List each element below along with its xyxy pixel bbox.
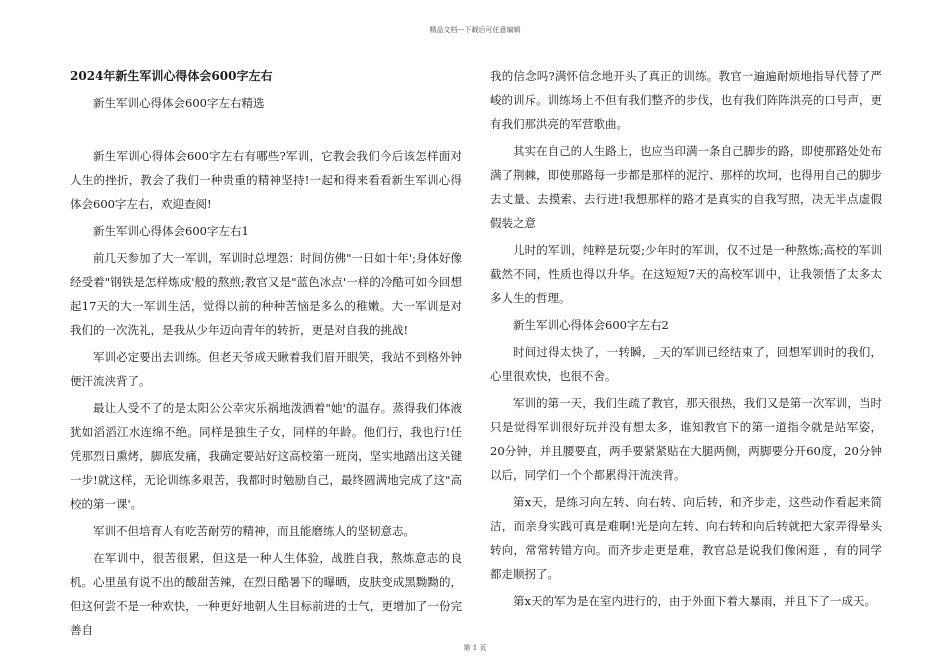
paragraph: 第x天的军为是在室内进行的，由于外面下着大暴雨，并且下了一成天。 <box>513 594 876 608</box>
page-footer: 第 1 页 <box>463 644 487 652</box>
page-header: 精品文档---下载后可任意编辑 <box>429 26 521 34</box>
paragraph: 儿时的军训，纯粹是玩耍;少年时的军训，仅不过是一种熬炼;高校的军训截然不同，性质也得以升华。在这短短7天的高校军训中，让我领悟了太多太多人生的哲理。 <box>490 243 882 305</box>
paragraph: 新生军训心得体会600字左右有哪些?军训，它教会我们今后该怎样面对人生的挫折，教会了我们一种贵重的精神坚持!一起和得来看看新生军训心得体会600字左右，欢迎查阅! <box>70 149 462 211</box>
paragraph: 在军训中，很苦很累，但这是一种人生体验，战胜自我，熬炼意志的良机。心里虽有说不出的酸甜苦辣，在烈日酷暑下的曝晒，皮肤变成黑黝黝的，但这何尝不是一种欢快，一种更好地朝人生目标前进的士气，更增加了一份完善自 <box>70 551 462 637</box>
document-subtitle: 新生军训心得体会600字左右精选 <box>93 96 265 110</box>
paragraph: 其实在自己的人生路上，也应当印满一条自己脚步的路，即使那路处处布满了荆棘，即使那路每一步都是那样的泥泞、那样的坎坷，也得用自己的脚步去丈量、去摸索、去行进!我想那样的路才是真实的自我写照，决无半点虚假假装之意 <box>490 144 882 230</box>
paragraph: 军训不但培育人有吃苦耐劳的精神，而且能磨练人的坚韧意志。 <box>93 524 415 538</box>
left-column <box>70 64 462 645</box>
spacer <box>70 118 462 144</box>
section-heading: 新生军训心得体会600字左右2 <box>513 318 669 332</box>
paragraph: 时间过得太快了，一转瞬，_天的军训已经结束了，回想军训时的我们，心里很欢快，也很不舍。 <box>490 345 882 383</box>
document-title: 2024年新生军训心得体会600字左右 <box>70 69 273 83</box>
paragraph: 我的信念吗?满怀信念地开头了真正的训练。教官一遍遍耐烦地指导代替了严峻的训斥。训练场上不但有我们整齐的步伐，也有我们阵阵洪亮的口号声，更有我们那洪亮的军营歌曲。 <box>490 69 882 131</box>
paragraph: 军训必定要出去训练。但老天爷成天瞅着我们眉开眼笑，我站不到格外钟便汗流浃背了。 <box>70 350 462 388</box>
paragraph: 前几天参加了大一军训，军训时总埋怨：时间仿佛"一日如十年';身体好像经受着"钢铁是怎样炼成'般的熬煎;教官又是"蓝色冰点'一样的冷酷可如今回想起17天的大一军训生活，觉得以前的种种苦恼是多么的稚嫩。大一军训是对我们的一次洗礼，是我从少年迈向青年的转折，更是对自我的挑战! <box>70 251 462 337</box>
paragraph: 军训的第一天，我们生疏了教官，那天很热，我们又是第一次军训，当时只是觉得军训很好玩并没有想太多，谁知教官下的第一道指令就是站军姿，20分钟，并且腰要直，两手要紧紧贴在大腿两侧，两脚要分开60度，20分钟以后，同学们一个个都累得汗流浃背。 <box>490 396 882 482</box>
right-column <box>490 64 882 616</box>
paragraph: 第x天，是练习向左转、向右转、向后转，和齐步走，这些动作看起来简洁，而亲身实践可真是难啊!光是向左转、向右转和向后转就把大家弄得晕头转向，常常转错方向。而齐步走更是难，教官总是说我们像闲逛 ，有的同学都走顺拐了。 <box>490 495 882 581</box>
paragraph: 最让人受不了的是太阳公公幸灾乐祸地泼洒着"她'的温存。蒸得我们体液犹如滔滔江水连绵不绝。同样是独生子女，同样的年龄。他们行，我也行!任凭那烈日熏烤，脚底发痛，我确定要站好这高校第一班岗，坚实地踏出这关键一步!就这样，无论训练多艰苦，我都时时勉励自己，最终圆满地完成了这"高校的第一课'。 <box>70 401 462 511</box>
section-heading: 新生军训心得体会600字左右1 <box>93 224 249 238</box>
